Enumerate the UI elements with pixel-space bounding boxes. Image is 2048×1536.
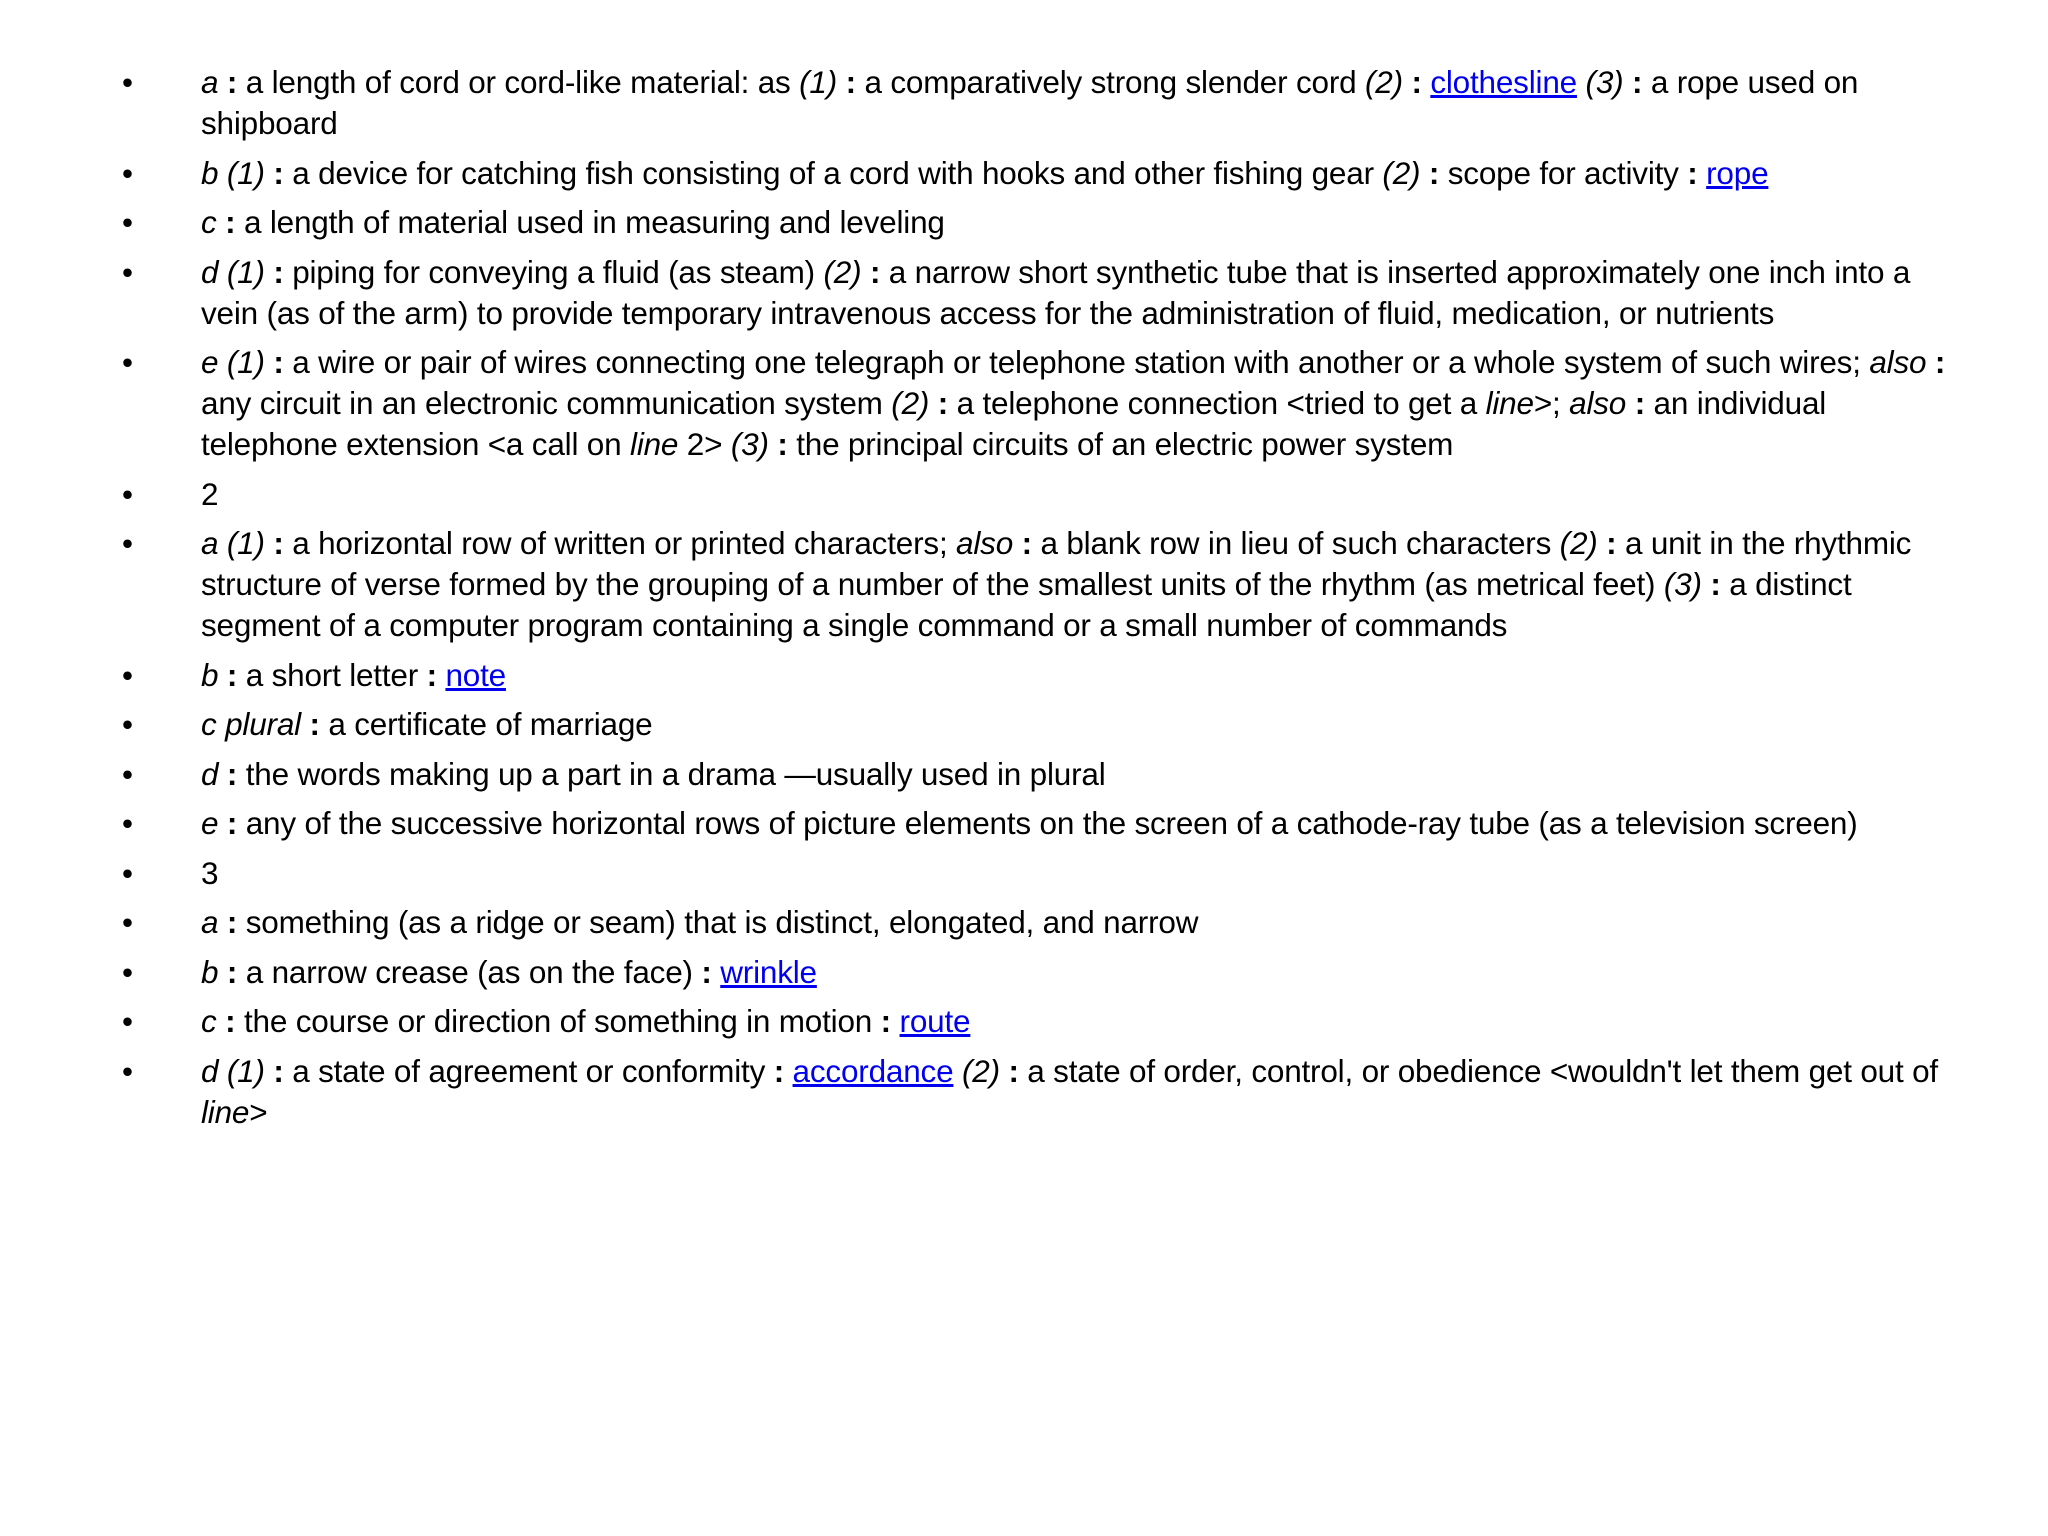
entry-text [201, 344, 1945, 462]
bullet-icon: • [122, 154, 133, 191]
sense-label: e (1) [201, 344, 265, 380]
entry-text [201, 525, 1911, 643]
definition-text: 2> [678, 426, 731, 462]
definition-text [784, 1053, 793, 1089]
definition-text [712, 954, 721, 990]
sense-label: line [201, 1093, 250, 1130]
definition-text: >; [1533, 385, 1570, 421]
definition-text: a length of material used in measuring and leveling [235, 204, 945, 240]
definition-text: a blank row in lieu of such characters [1031, 525, 1560, 561]
definition-text: a distinct segment of a computer program containing a single command or a small number of commands [201, 566, 1852, 643]
sense-label: c [201, 204, 217, 240]
colon-separator: : [777, 426, 788, 462]
colon-separator: : [226, 805, 238, 841]
sense-label: b (1) [201, 154, 265, 191]
definition-text: a unit in the rhythmic structure of verse formed by the grouping of a number of the smallest units of the rhythm (as metrical feet) [201, 525, 1912, 602]
entry-text [201, 155, 1768, 191]
sense-label: (2) [823, 253, 862, 290]
definition-text: a horizontal row of written or printed characters; [283, 525, 957, 561]
bullet-icon: • [122, 253, 133, 290]
colon-separator: : [1634, 385, 1645, 421]
colon-separator: : [273, 344, 284, 380]
definition-text [218, 64, 227, 100]
entry-text [201, 1003, 970, 1039]
list-item [120, 902, 1950, 943]
definition-text: a rope used on shipboard [201, 64, 1859, 141]
definition-text [217, 204, 226, 240]
entry-text [201, 657, 506, 693]
definition-text [301, 706, 310, 742]
sense-label: (2) [1365, 64, 1403, 100]
sense-label: (1) [799, 64, 838, 100]
sense-label: c plural [201, 706, 301, 742]
definition-text [1626, 385, 1635, 421]
definition-text: a narrow short synthetic tube that is inserted approximately one inch into a vein (as of the arm) to provide temporary intravenous access for the administration of fluid, medication, or nutrients [201, 253, 1911, 331]
list-item [120, 342, 1950, 465]
definition-text [217, 1003, 226, 1039]
definition-text: an individual telephone extension <a call on [201, 385, 1827, 462]
entry-text [201, 855, 218, 891]
definition-text: 2 [201, 475, 219, 512]
definition-text [861, 254, 870, 290]
definition-text [837, 64, 846, 100]
bullet-icon: • [122, 953, 133, 990]
sense-label: a (1) [201, 525, 265, 561]
definition-text: a comparatively strong slender cord [855, 64, 1365, 100]
sense-label: (3) [1585, 64, 1624, 100]
colon-separator: : [273, 525, 284, 561]
colon-separator: : [1606, 525, 1617, 561]
list-item [120, 62, 1950, 144]
entry-text [201, 805, 1858, 841]
list-item [120, 754, 1950, 795]
colon-separator: : [1632, 64, 1643, 100]
colon-separator: : [226, 904, 238, 940]
entry-text [201, 954, 817, 990]
definition-text: a wire or pair of wires connecting one telegraph or telephone station with another or a whole system of such wires; [283, 344, 1870, 380]
definition-text [1577, 64, 1586, 100]
colon-separator: : [701, 953, 712, 990]
colon-separator: : [845, 64, 856, 100]
definition-text: a length of cord or cord-like material: as [237, 64, 800, 100]
definition-text: piping for conveying a fluid (as steam) [283, 253, 824, 290]
sense-label: line [630, 426, 679, 462]
definition-text [218, 756, 227, 792]
list-item [120, 153, 1950, 194]
sense-label: also [956, 525, 1014, 561]
bullet-icon: • [122, 1052, 133, 1089]
definition-text: a device for catching fish consisting of a cord with hooks and other fishing gear [283, 154, 1383, 191]
bullet-icon: • [122, 1003, 133, 1039]
entry-text [201, 64, 1858, 141]
list-item [120, 952, 1950, 993]
cross-reference-link[interactable]: route [899, 1003, 971, 1039]
bullet-icon: • [122, 706, 133, 742]
definition-text: the course or direction of something in motion [235, 1003, 881, 1039]
colon-separator: : [773, 1052, 784, 1089]
colon-separator: : [225, 204, 236, 240]
list-item [120, 523, 1950, 646]
bullet-icon: • [122, 64, 133, 100]
colon-separator: : [1934, 344, 1946, 380]
colon-separator: : [226, 656, 238, 693]
cross-reference-link[interactable]: rope [1706, 154, 1769, 191]
list-item [120, 853, 1950, 894]
colon-separator: : [1411, 64, 1422, 100]
colon-separator: : [1008, 1052, 1019, 1089]
entry-text [201, 204, 945, 240]
list-item [120, 252, 1950, 334]
definition-list [120, 62, 1950, 1141]
entry-text [201, 1053, 1938, 1130]
definition-text [218, 657, 227, 693]
definition-text [218, 805, 227, 841]
definition-text [1598, 525, 1607, 561]
colon-separator: : [226, 953, 238, 990]
definition-text [1926, 344, 1935, 380]
colon-separator: : [226, 755, 238, 792]
definition-text: the principal circuits of an electric power system [787, 426, 1454, 462]
colon-separator: : [225, 1003, 236, 1039]
colon-separator: : [1021, 525, 1032, 561]
colon-separator: : [273, 154, 284, 191]
entry-text [201, 756, 1106, 792]
colon-separator: : [426, 656, 437, 693]
bullet-icon: • [122, 904, 133, 940]
entry-text [201, 706, 653, 742]
entry-text [201, 904, 1198, 940]
colon-separator: : [1687, 154, 1698, 191]
sense-label: a [201, 904, 219, 940]
definition-text: a state of order, control, or obedience <wouldn't let them get out of [1018, 1052, 1938, 1089]
sense-label: d (1) [201, 1052, 265, 1089]
sense-label: (3) [730, 426, 769, 462]
sense-label: d (1) [201, 253, 265, 290]
sense-label: also [1569, 385, 1627, 421]
definition-text: 3 [201, 854, 219, 891]
sense-label: line [1485, 385, 1534, 421]
definition-text: the words making up a part in a drama —usually used in plural [237, 755, 1106, 792]
bullet-icon: • [122, 755, 133, 792]
definition-text: a certificate of marriage [319, 706, 653, 742]
sense-label: a [201, 64, 219, 100]
colon-separator: : [309, 706, 320, 742]
list-item [120, 474, 1950, 515]
colon-separator: : [273, 253, 284, 290]
list-item [120, 704, 1950, 745]
definition-text [218, 954, 227, 990]
colon-separator: : [273, 1052, 284, 1089]
definition-text: a narrow crease (as on the face) [237, 953, 702, 990]
colon-separator: : [1428, 154, 1440, 191]
cross-reference-link[interactable]: accordance [792, 1052, 954, 1089]
entry-text [201, 254, 1910, 331]
definition-text: any of the successive horizontal rows of picture elements on the screen of a cathode-ray tube (as a television screen) [237, 805, 1858, 841]
bullet-icon: • [122, 475, 133, 512]
list-item [120, 803, 1950, 844]
bullet-icon: • [122, 344, 133, 380]
definition-text: a telephone connection <tried to get a [948, 385, 1486, 421]
entry-text [201, 476, 218, 512]
definition-text [891, 1003, 900, 1039]
definition-text: a state of agreement or conformity [283, 1052, 774, 1089]
bullet-icon: • [122, 525, 133, 561]
definition-text [1623, 64, 1632, 100]
sense-label: (3) [1663, 566, 1702, 602]
sense-label: d [201, 755, 219, 792]
cross-reference-link[interactable]: note [445, 656, 506, 693]
sense-label: also [1869, 344, 1927, 380]
definition-text [218, 904, 227, 940]
colon-separator: : [869, 253, 881, 290]
definition-text [1420, 155, 1429, 191]
definition-text: > [249, 1093, 268, 1130]
bullet-icon: • [122, 854, 133, 891]
definition-text: any circuit in an electronic communication system [201, 385, 892, 421]
sense-label: c [201, 1003, 217, 1039]
bullet-icon: • [122, 805, 133, 841]
definition-text [929, 385, 938, 421]
colon-separator: : [226, 64, 238, 100]
sense-label: b [201, 953, 219, 990]
bullet-icon: • [122, 204, 133, 240]
list-item [120, 1051, 1950, 1133]
list-item [120, 1001, 1950, 1042]
list-item [120, 655, 1950, 696]
list-item [120, 202, 1950, 243]
definition-text [953, 1053, 962, 1089]
sense-label: b [201, 656, 219, 693]
sense-label: (2) [1382, 154, 1421, 191]
definition-text: a short letter [237, 656, 427, 693]
cross-reference-link[interactable]: clothesline [1430, 64, 1577, 100]
definition-text [1698, 155, 1707, 191]
cross-reference-link[interactable]: wrinkle [720, 953, 817, 990]
colon-separator: : [880, 1003, 891, 1039]
sense-label: (2) [961, 1052, 1000, 1089]
sense-label: e [201, 805, 219, 841]
definition-text: something (as a ridge or seam) that is distinct, elongated, and narrow [237, 904, 1199, 940]
definition-text [1013, 525, 1022, 561]
sense-label: (2) [1559, 525, 1598, 561]
colon-separator: : [937, 385, 949, 421]
colon-separator: : [1710, 566, 1721, 602]
definition-text: scope for activity [1439, 154, 1688, 191]
bullet-icon: • [122, 656, 133, 693]
sense-label: (2) [891, 385, 930, 421]
